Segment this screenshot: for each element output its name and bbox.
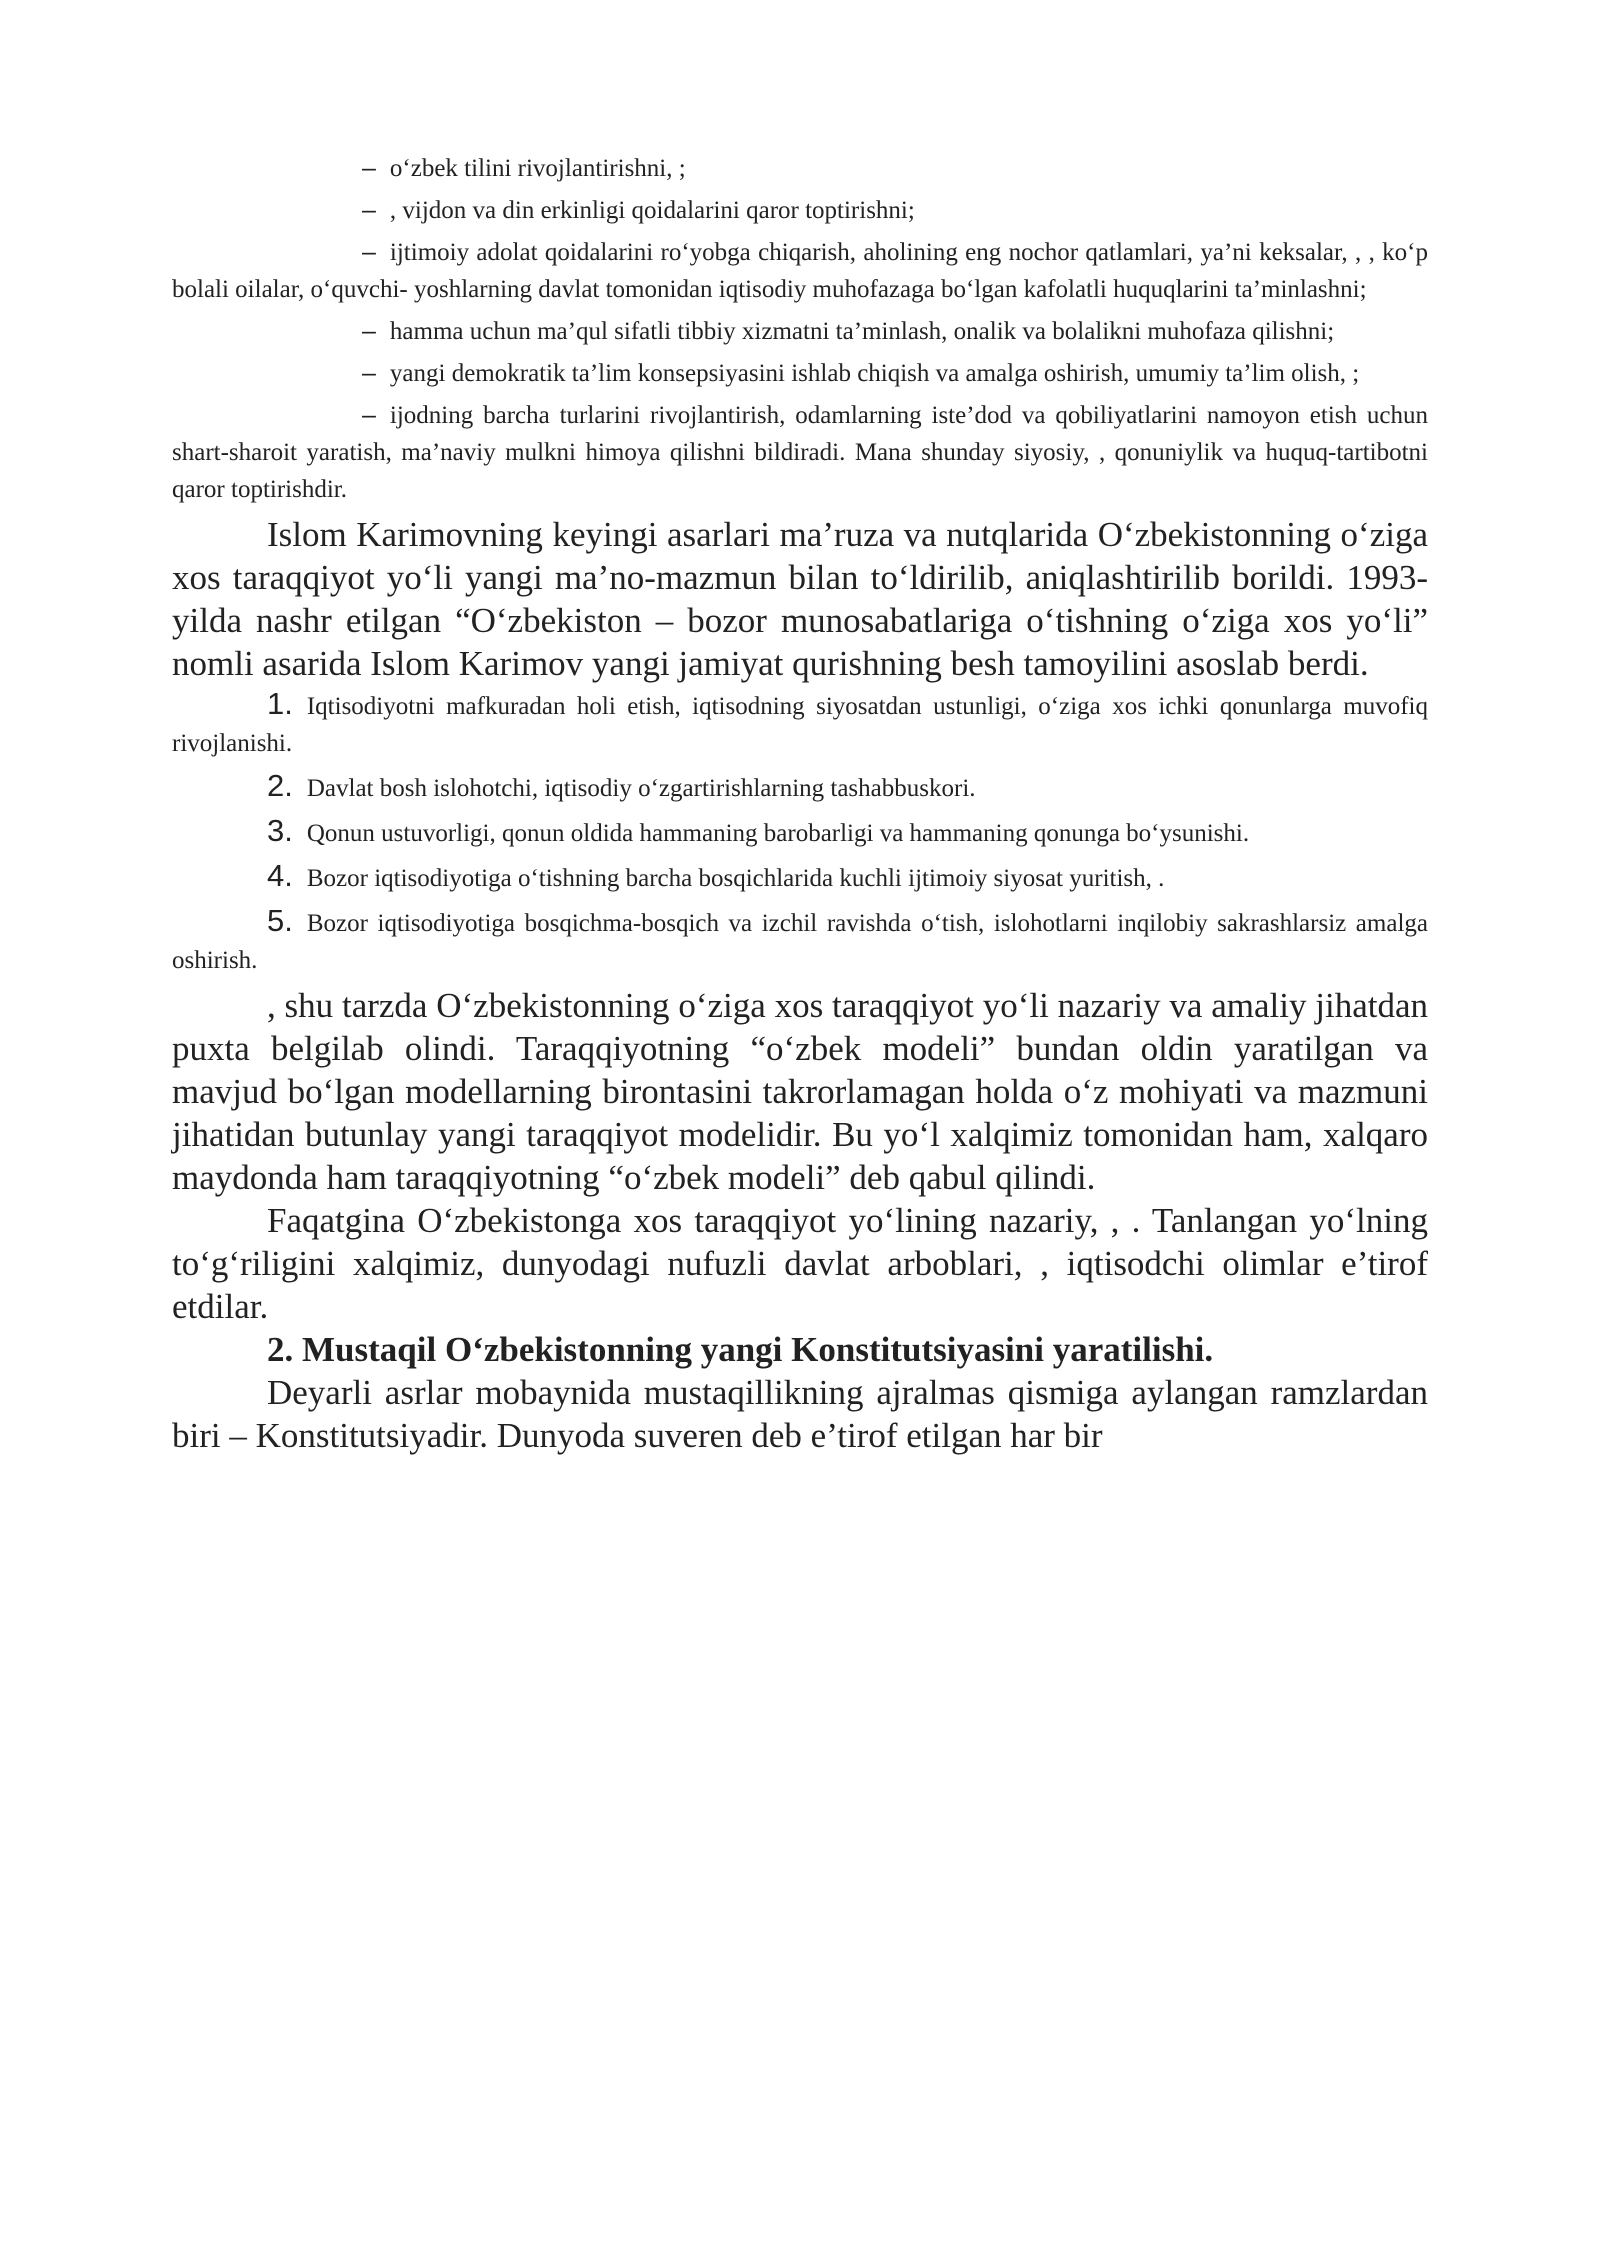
principle-text: Qonun ustuvorligi, qonun oldida hammaning barobarligi va hammaning qonunga bo‘ysunishi.: [306, 820, 1250, 847]
principle-item: [172, 685, 1428, 762]
document-page: [172, 150, 1428, 1457]
principle-number: 5.: [267, 903, 293, 938]
bullet-text: o‘zbek tilini rivojlantirishni, ;: [389, 155, 686, 182]
principle-number: 3.: [267, 813, 293, 848]
principle-item: [172, 902, 1428, 979]
dash-icon: –: [362, 196, 376, 224]
bullet-text: hamma uchun ma’qul sifatli tibbiy xizmatni ta’minlash, onalik va bolalikni muhofaza qilishni;: [389, 318, 1335, 345]
principle-text: Iqtisodiyotni mafkuradan holi etish, iqtisodning siyosatdan ustunligi, o‘ziga xos ichki qonunlarga muvofiq rivojlanishi.: [172, 693, 1428, 757]
body-paragraph: Deyarli asrlar mobaynida mustaqillikning ajralmas qismiga aylangan ramzlardan biri – Konstitutsiyadir. Dunyoda suveren deb e’tirof etilgan har bir: [172, 1373, 1428, 1455]
dash-icon: –: [362, 238, 376, 266]
principle-text: Bozor iqtisodiyotiga bosqichma-bosqich va izchil ravishda o‘tish, islohotlarni inqilobiy sakrashlarsiz amalga oshirish.: [172, 910, 1428, 974]
body-paragraph: Islom Karimovning keyingi asarlari ma’ruza va nutqlarida O‘zbekistonning o‘ziga xos taraqqiyot yo‘li yangi ma’no-mazmun bilan to‘ldirilib, aniqlashtirilib borildi. 1993-yilda nashr etilgan “O‘zbekiston – bozor munosabatlariga o‘tishning o‘ziga xos yo‘li” nomli asarida Islom Karimov yangi jamiyat qurishning besh tamoyilini asoslab berdi.: [172, 515, 1428, 683]
bullet-item: [172, 234, 1428, 308]
principle-text: Davlat bosh islohotchi, iqtisodiy o‘zgartirishlarning tashabbuskori.: [306, 775, 976, 802]
bullet-text: yangi demokratik ta’lim konsepsiyasini ishlab chiqish va amalga oshirish, umumiy ta’lim olish, ;: [389, 360, 1360, 387]
body-paragraph: , shu tarzda O‘zbekistonning o‘ziga xos taraqqiyot yo‘li nazariy va amaliy jihatdan puxta belgilab olindi. Taraqqiyotning “o‘zbek modeli” bundan oldin yaratilgan va mavjud bo‘lgan modellarning birontasini takrorlamagan holda o‘z mohiyati va mazmuni jihatidan butunlay yangi taraqqiyot modelidir. Bu yo‘l xalqimiz tomonidan ham, xalqaro maydonda ham taraqqiyotning “o‘zbek modeli” deb qabul qilindi.: [172, 986, 1428, 1197]
principle-item: [172, 767, 1428, 807]
dash-icon: –: [362, 317, 376, 345]
body-paragraph: Faqatgina O‘zbekistonga xos taraqqiyot yo‘lining nazariy, , . Tanlangan yo‘lning to‘g‘riligini xalqimiz, dunyodagi nufuzli davlat arboblari, , iqtisodchi olimlar e’tirof etdilar.: [172, 1201, 1428, 1326]
dash-icon: –: [362, 154, 376, 182]
bullet-item: [172, 150, 1428, 187]
bullet-text: ijodning barcha turlarini rivojlantirish, odamlarning iste’dod va qobiliyatlarini namoyon etish uchun shart-sharoit yaratish, ma’naviy mulkni himoya qilishni bildiradi. Mana shunday siyosiy, , qonuniylik va huquq-tartibotni qaror toptirishdir.: [172, 402, 1428, 503]
bullet-text: ijtimoiy adolat qoidalarini ro‘yobga chiqarish, aholining eng nochor qatlamlari, ya’ni keksalar, , , ko‘p bolali oilalar, o‘quvchi- yoshlarning davlat tomonidan iqtisodiy muhofazaga bo‘lgan kafolatli huquqlarini ta’minlashni;: [172, 239, 1428, 303]
principle-number: 4.: [267, 858, 293, 893]
section-heading: 2. Mustaqil O‘zbekistonning yangi Konstitutsiyasini yaratilishi.: [267, 1330, 1214, 1369]
bullet-item: [172, 397, 1428, 508]
principle-item: [172, 857, 1428, 897]
dash-icon: –: [362, 359, 376, 387]
bullet-text: , vijdon va din erkinligi qoidalarini qaror toptirishni;: [389, 197, 915, 224]
dash-icon: –: [362, 401, 376, 429]
principle-number: 2.: [267, 768, 293, 803]
bullet-item: [172, 313, 1428, 350]
principle-text: Bozor iqtisodiyotiga o‘tishning barcha bosqichlarida kuchli ijtimoiy siyosat yuritish, .: [306, 865, 1165, 892]
principle-number: 1.: [267, 686, 293, 721]
bullet-item: [172, 355, 1428, 392]
bullet-item: [172, 192, 1428, 229]
principle-item: [172, 812, 1428, 852]
